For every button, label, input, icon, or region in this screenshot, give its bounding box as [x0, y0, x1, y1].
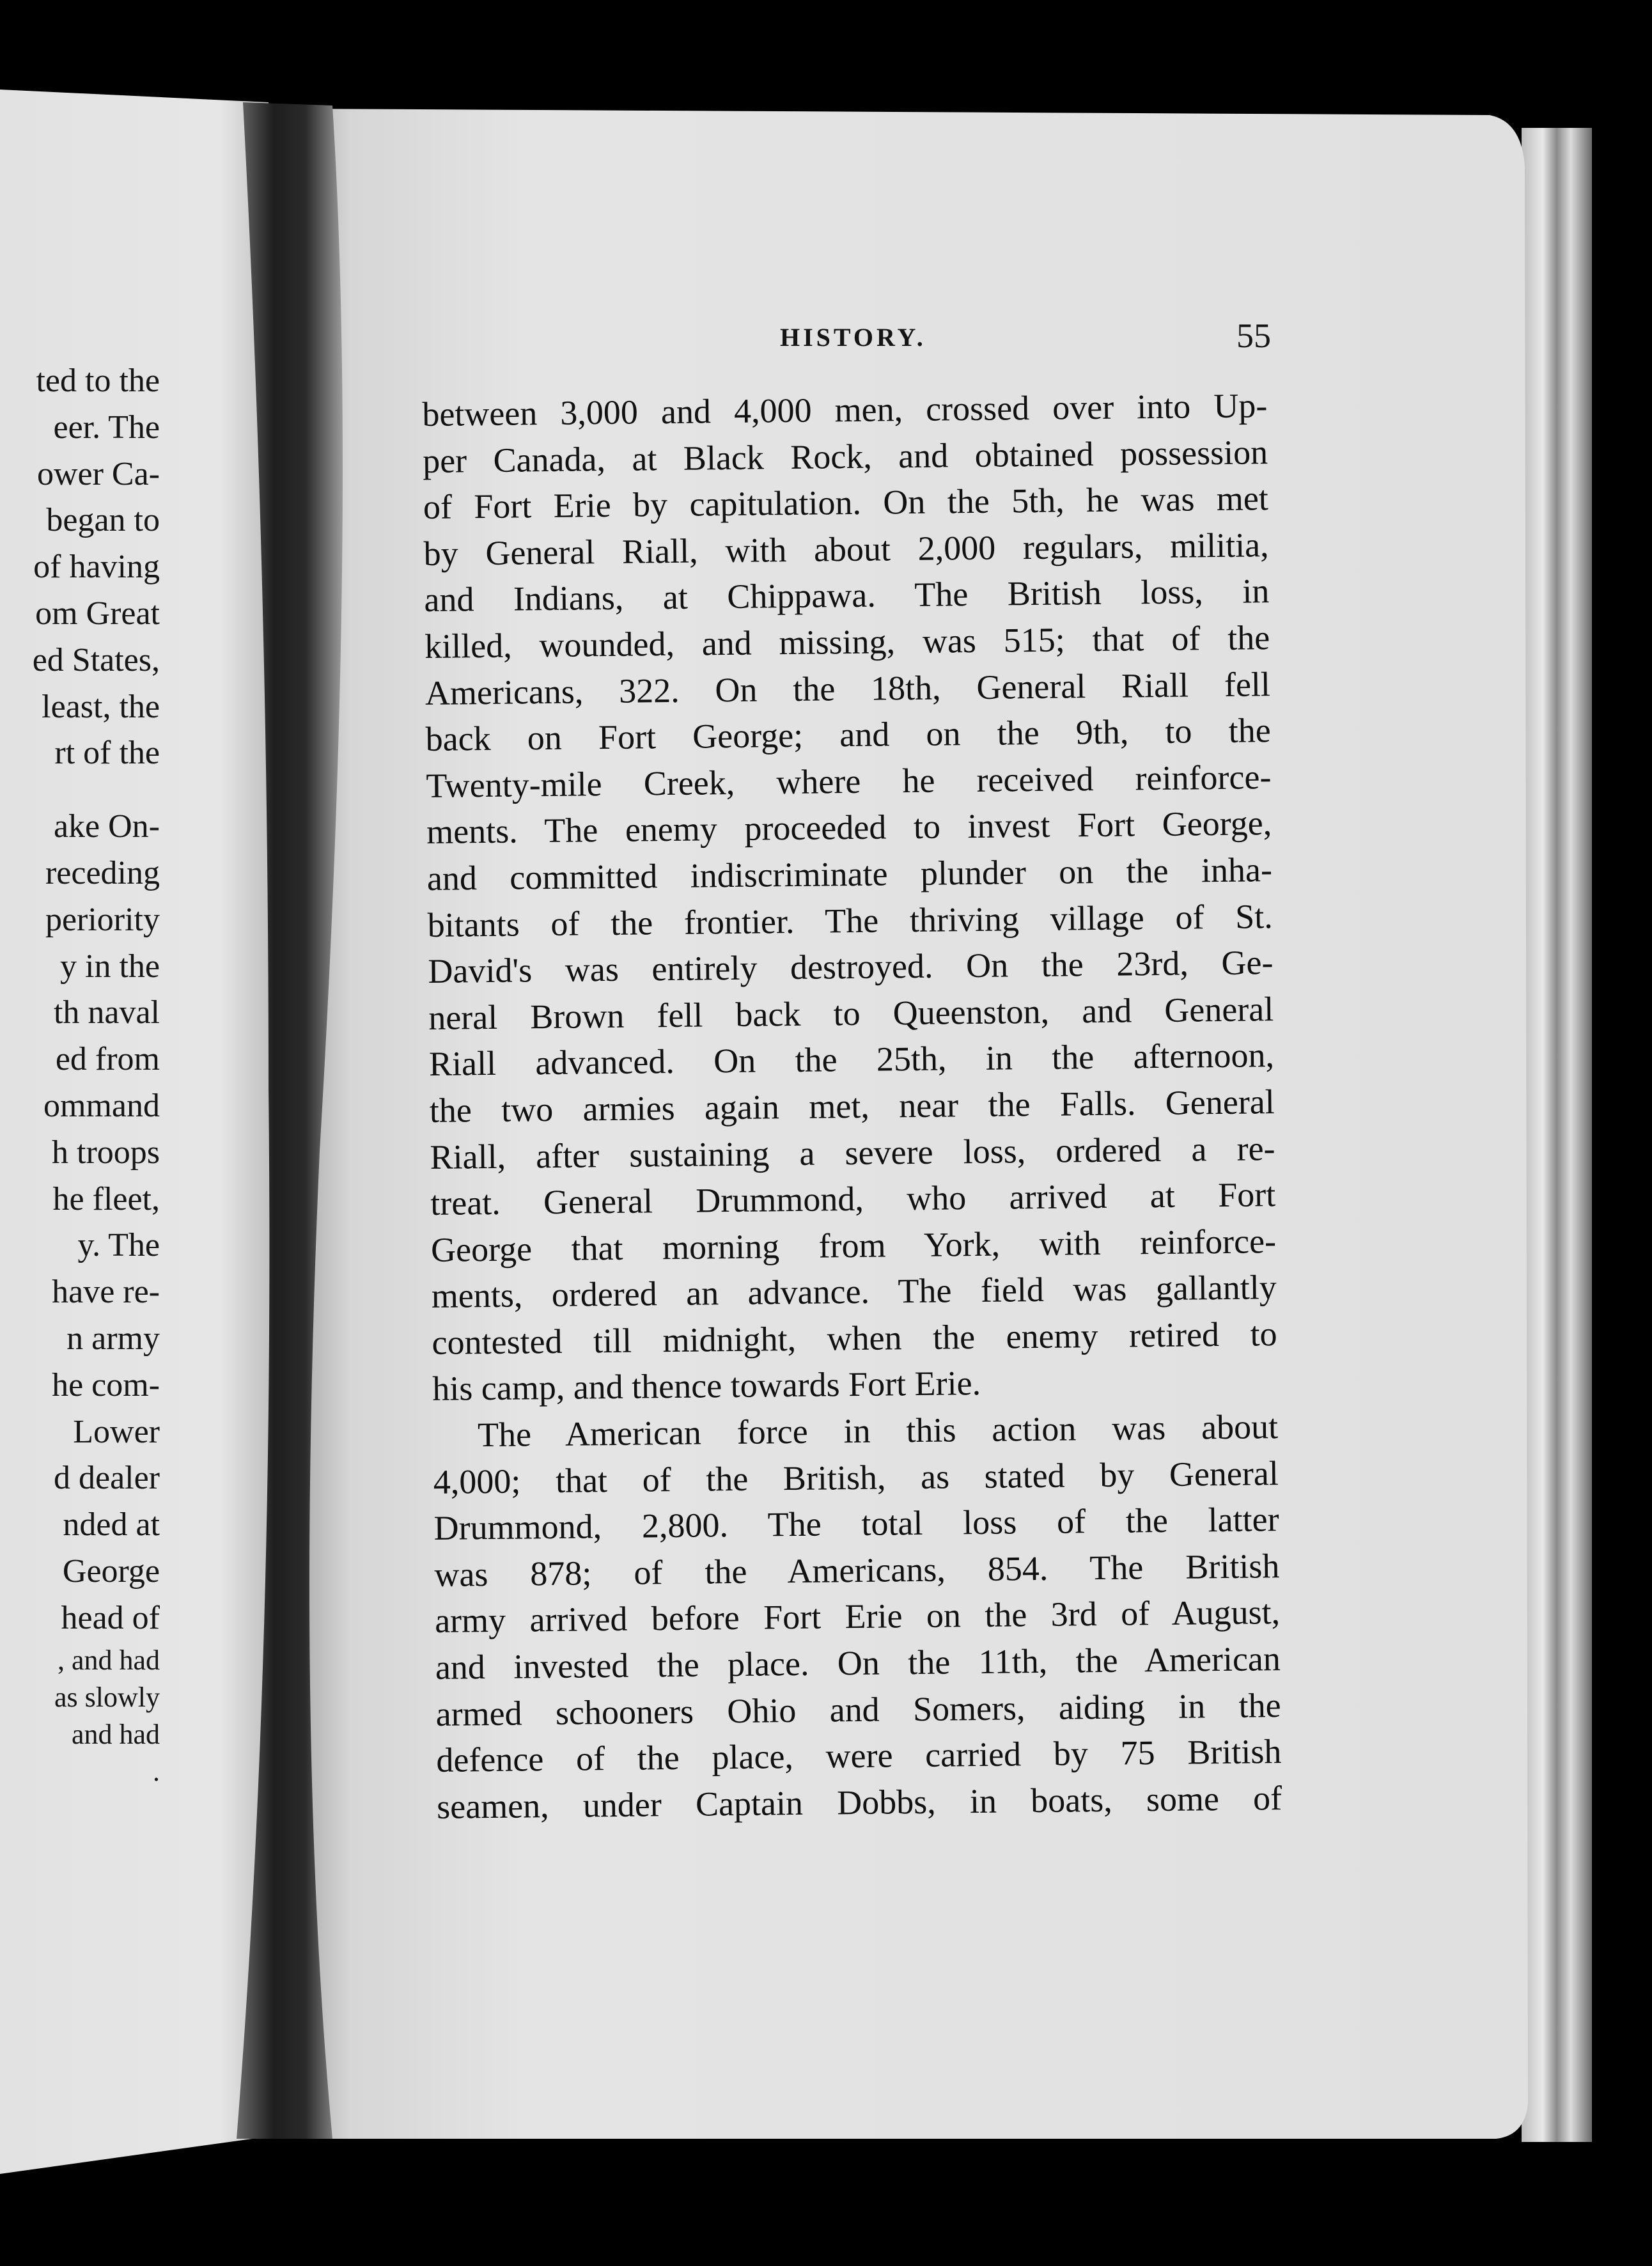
facing-line: ed States,: [32, 641, 160, 678]
paragraph-end-line: his camp, and thence towards Fort Erie.: [432, 1364, 981, 1409]
facing-line-gap: [0, 777, 160, 804]
text-line: back on Fort George; and on the 9th, to the: [425, 711, 1271, 759]
text-line: defence of the place, were carried by 75 British: [436, 1732, 1282, 1780]
facing-line: h troops: [52, 1134, 160, 1171]
facing-line: eer. The: [53, 409, 160, 446]
text-line: David's was entirely destroyed. On the 23rd, Ge-: [428, 943, 1274, 991]
facing-line: n army: [66, 1320, 160, 1357]
text-line: per Canada, at Black Rock, and obtained possession: [422, 432, 1268, 480]
text-line: Riall, after sustaining a severe loss, ordered a re-: [430, 1129, 1275, 1176]
facing-line: rt of the: [54, 735, 160, 772]
facing-line: least, the: [42, 688, 160, 725]
facing-line: om Great: [35, 595, 160, 632]
facing-line: nded at: [63, 1506, 160, 1543]
facing-footnote-line: , and had: [57, 1644, 160, 1676]
text-line: by General Riall, with about 2,000 regulars, militia,: [423, 525, 1269, 573]
facing-line: Lower: [73, 1413, 160, 1450]
facing-line: y in the: [60, 948, 160, 985]
text-line: between 3,000 and 4,000 men, crossed over into Up-: [422, 386, 1268, 434]
running-head: HISTORY.: [780, 323, 926, 352]
text-line: army arrived before Fort Erie on the 3rd of August,: [434, 1593, 1281, 1641]
text-line: armed schooners Ohio and Somers, aiding in the: [435, 1685, 1281, 1733]
text-line: bitants of the frontier. The thriving village of St.: [427, 896, 1273, 944]
facing-line: ed from: [55, 1041, 160, 1078]
text-line: ments. The enemy proceeded to invest Fort George,: [426, 804, 1272, 852]
facing-line: ake On-: [53, 808, 160, 845]
facing-line: ower Ca-: [36, 455, 160, 492]
text-line: and Indians, at Chippawa. The British loss, in: [424, 572, 1270, 620]
facing-line: head of: [61, 1599, 160, 1636]
facing-line: he fleet,: [52, 1180, 160, 1217]
facing-line: y. The: [77, 1227, 160, 1264]
facing-line: ommand: [43, 1087, 160, 1124]
facing-line: th naval: [53, 994, 160, 1031]
text-line: contested till midnight, when the enemy retired to: [432, 1314, 1277, 1362]
facing-line: of having: [33, 549, 160, 586]
facing-line: periority: [45, 901, 160, 938]
text-line: treat. General Drummond, who arrived at Fort: [430, 1175, 1276, 1223]
text-line: Americans, 322. On the 18th, General Riall fell: [425, 664, 1271, 712]
facing-footnote-line: as slowly: [54, 1681, 160, 1713]
paragraph-start-line: The American force in this action was about: [477, 1407, 1279, 1455]
facing-line: d dealer: [53, 1460, 160, 1497]
facing-line: began to: [46, 502, 160, 539]
facing-line: George: [62, 1552, 160, 1590]
facing-line: ted to the: [36, 363, 160, 399]
facing-line: receding: [45, 854, 160, 891]
text-line: the two armies again met, near the Falls. General: [429, 1082, 1275, 1130]
text-line: George that morning from York, with reinforce-: [430, 1221, 1277, 1269]
page-number: 55: [1236, 316, 1271, 355]
page-body-text: [422, 382, 1282, 1830]
text-line: and committed indiscriminate plunder on the inha-: [426, 850, 1273, 898]
facing-footnote-line: .: [153, 1755, 160, 1787]
text-line: seamen, under Captain Dobbs, in boats, some of: [436, 1778, 1282, 1826]
text-line: Riall advanced. On the 25th, in the afternoon,: [428, 1036, 1275, 1084]
page-header: [780, 316, 1271, 361]
text-line: and invested the place. On the 11th, the American: [435, 1639, 1281, 1687]
facing-page-text: [0, 358, 160, 1790]
facing-line: he com-: [52, 1366, 160, 1403]
text-line: neral Brown fell back to Queenston, and General: [428, 989, 1274, 1037]
facing-line: have re-: [52, 1274, 160, 1311]
text-line: was 878; of the Americans, 854. The British: [434, 1546, 1280, 1594]
text-line: Twenty-mile Creek, where he received reinforce-: [426, 757, 1272, 805]
text-line: Drummond, 2,800. The total loss of the latter: [433, 1500, 1279, 1548]
facing-footnote-line: and had: [71, 1718, 160, 1750]
text-line: 4,000; that of the British, as stated by General: [433, 1453, 1279, 1501]
text-line: killed, wounded, and missing, was 515; that of the: [424, 618, 1270, 666]
text-line: of Fort Erie by capitulation. On the 5th, he was met: [423, 479, 1269, 527]
text-line: ments, ordered an advance. The field was gallantly: [431, 1268, 1277, 1316]
